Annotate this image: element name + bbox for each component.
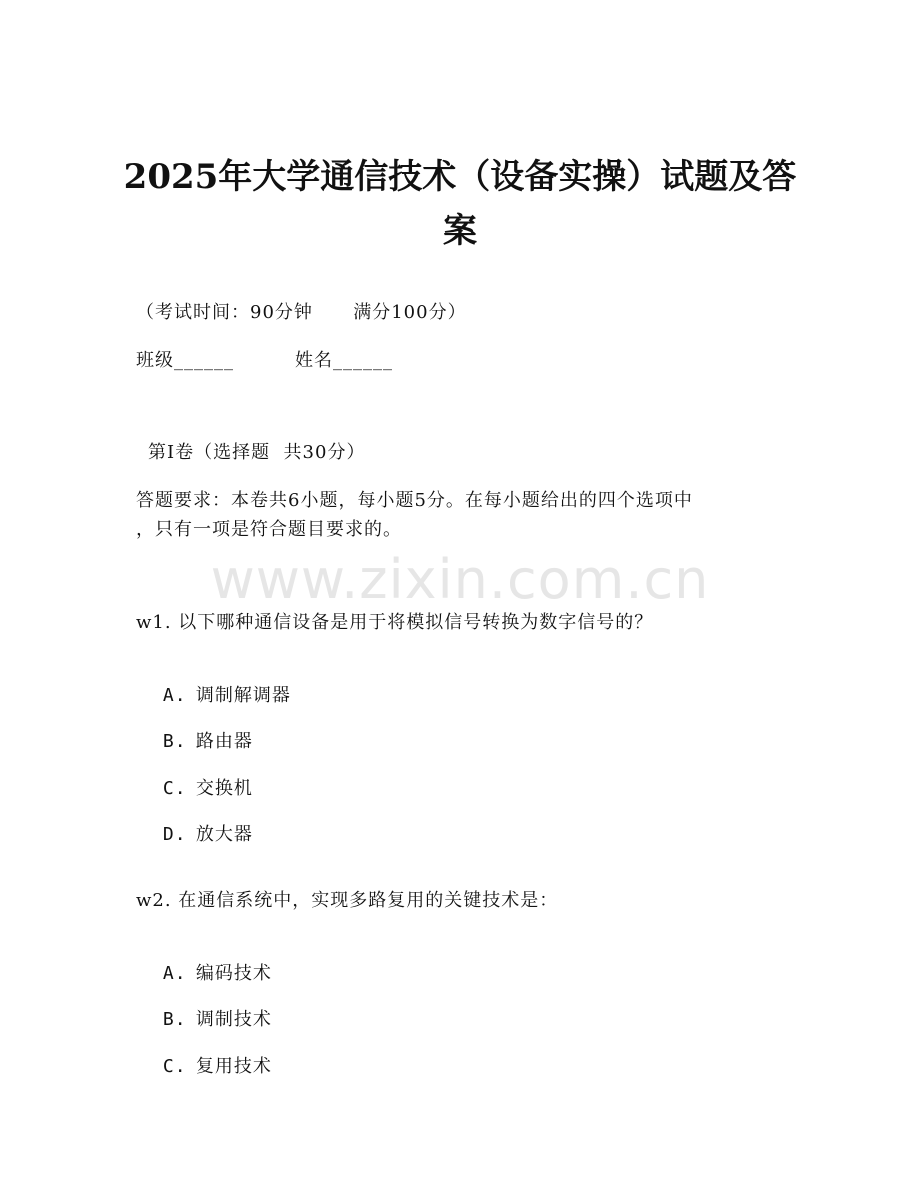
option-text: 调制技术 [195, 1009, 272, 1030]
document-title: 2025年大学通信技术（设备实操）试题及答案 [123, 157, 797, 251]
option-text: 交换机 [195, 778, 253, 799]
section-heading: 第I卷（选择题 共30分） [148, 442, 366, 463]
option-label: A. [162, 685, 187, 706]
option-text: 复用技术 [195, 1056, 272, 1077]
option-label: B. [162, 731, 187, 752]
option-label: C. [162, 1056, 187, 1077]
option-label: D. [162, 824, 187, 845]
option-text: 放大器 [195, 824, 253, 845]
question-2-stem: w2. 在通信系统中，实现多路复用的关键技术是： [136, 890, 559, 911]
option-text: 调制解调器 [195, 685, 291, 706]
option-label: A. [162, 963, 187, 984]
question-1-option-d [136, 796, 253, 874]
watermark-text: www.zixin.com.cn [210, 548, 710, 611]
option-label: C. [162, 778, 187, 799]
option-text: 编码技术 [195, 963, 272, 984]
exam-info: （考试时间：90分钟 满分100分） [136, 302, 467, 323]
class-field-label: 班级______ [136, 350, 234, 371]
question-2-option-c [136, 1028, 272, 1106]
option-label: B. [162, 1009, 187, 1030]
instructions-line-1: 答题要求：本卷共6小题，每小题5分。在每小题给出的四个选项中 [136, 490, 693, 511]
question-1-stem: w1. 以下哪种通信设备是用于将模拟信号转换为数字信号的？ [136, 612, 654, 633]
name-field-label: 姓名______ [295, 350, 393, 371]
instructions-line-2: ，只有一项是符合题目要求的。 [136, 519, 402, 540]
option-text: 路由器 [195, 731, 253, 752]
